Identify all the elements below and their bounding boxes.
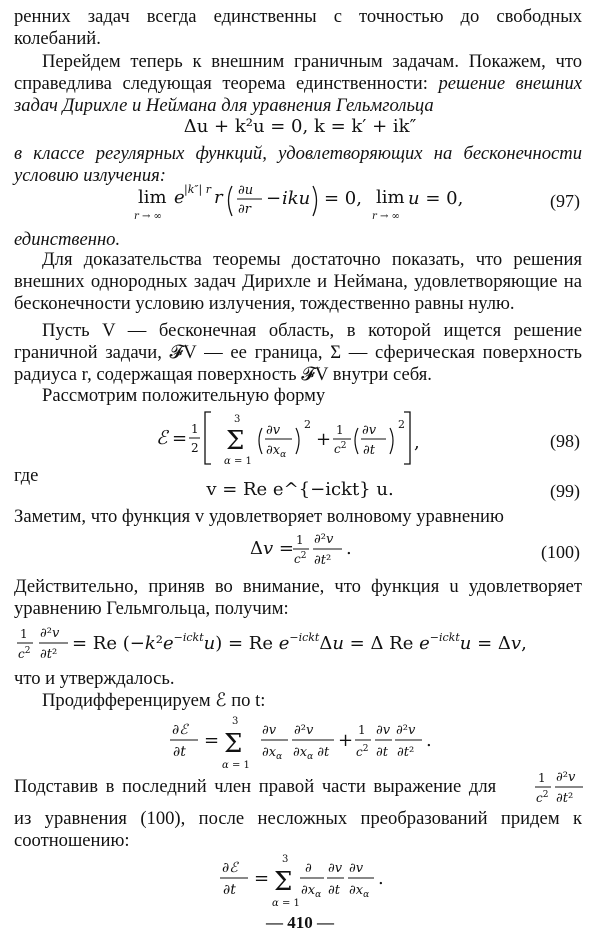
svg-text:3: 3 (234, 414, 241, 425)
svg-text:3: 3 (282, 854, 289, 865)
paragraph-theorem-intro (14, 51, 582, 117)
equation-number-100: (100) (541, 542, 580, 562)
svg-text:=: = (204, 730, 220, 751)
svg-text:α = 1: α = 1 (272, 898, 300, 908)
svg-text:∂t: ∂t (363, 443, 375, 458)
svg-text:1: 1 (336, 423, 344, 437)
svg-text:∂v: ∂v (349, 861, 364, 876)
paragraph-domain-definition: Пусть V — бесконечная область, в которой ищется решение граничной задачи, 𝓕V — ее граница, Σ — сферическая поверхность радиуса r, содержащая поверхность 𝓕V внутри себя. (14, 320, 582, 385)
paragraph-qed: что и утверждалось. (14, 668, 175, 689)
svg-text:∂xα: $\partial x_\alpha$ (262, 745, 283, 762)
equation-energy-form (0, 406, 600, 468)
svg-text:Δv =: Δv = (250, 538, 294, 559)
equation-v-definition: v = Re e^{−ickt} u. (206, 479, 394, 500)
substitute-text: Подставив в последний член правой части выражение для (14, 776, 497, 797)
svg-text:c2: $c^2$ (356, 744, 369, 759)
svg-text:∂v: ∂v (362, 423, 377, 438)
svg-text:+: + (316, 429, 332, 450)
svg-text:1: 1 (296, 533, 304, 547)
paragraph-relation: из уравнения (100), после несложных преобразований придем к соотношению: (14, 808, 582, 851)
svg-text:∂t²: ∂t² (314, 553, 332, 568)
svg-text:∂xα ∂t: $\partial x_\alpha$ ∂t (293, 745, 330, 762)
paragraph-substitute (14, 776, 582, 798)
svg-text:1: 1 (358, 723, 366, 737)
svg-text:e: e (174, 187, 185, 208)
svg-text:c2: $c^2$ (536, 790, 549, 805)
svg-text:∂xα: $\partial x_\alpha$ (301, 883, 322, 900)
svg-text:c2: $c^2$ (18, 646, 31, 661)
svg-text:|k″| r: |k″| r (184, 183, 211, 196)
svg-text:∂t²: ∂t² (556, 791, 574, 806)
svg-text:lim: lim (138, 187, 167, 208)
equation-number-99: (99) (550, 481, 580, 501)
svg-text:∂v: ∂v (266, 423, 281, 438)
svg-text:∂v: ∂v (328, 861, 343, 876)
svg-text:=: = (254, 868, 270, 889)
equation-radiation-condition (0, 178, 600, 224)
svg-text:∂t: ∂t (376, 745, 388, 760)
equation-helmholtz: Δu + k²u = 0, k = k′ + ik″ (183, 116, 417, 137)
paragraph-where: где (14, 465, 39, 486)
svg-text:∂t²: ∂t² (397, 745, 415, 760)
equation-number-97: (97) (550, 191, 580, 211)
paragraph-wave-equation: Заметим, что функция v удовлетворяет волновому уравнению (14, 506, 504, 527)
svg-text:−: − (266, 188, 282, 209)
paragraph-differentiate: Продифференцируем ℰ по t: (42, 690, 266, 711)
paragraph-proof-wave: Действительно, приняв во внимание, что функция u удовлетворяет уравнению Гельмгольца, получим: (14, 576, 582, 619)
svg-text:∂t: ∂t (223, 882, 236, 898)
svg-text:∂: ∂ (305, 861, 312, 876)
svg-text:1: 1 (538, 771, 546, 785)
paragraph-positive-form: Рассмотрим положительную форму (42, 385, 326, 406)
svg-text:∂t: ∂t (173, 744, 186, 760)
svg-text:r → ∞: r → ∞ (134, 211, 162, 222)
svg-text:∂xα: $\partial x_\alpha$ (349, 883, 370, 900)
equation-energy-derivative (0, 712, 600, 770)
svg-text:Σ: Σ (274, 867, 293, 897)
equation-energy-flux (0, 850, 600, 908)
equation-number-98: (98) (550, 431, 580, 451)
theorem-intro-text: Перейдем теперь к внешним граничным задачам. Покажем, что справедлива следующая теорема единственности: (14, 51, 582, 94)
svg-text:∂v: ∂v (376, 723, 391, 738)
svg-text:+: + (338, 730, 354, 751)
svg-text:∂r: ∂r (238, 202, 251, 217)
svg-text:∂²v: ∂²v (294, 723, 314, 738)
svg-text:1: 1 (191, 422, 199, 436)
svg-text:∂v: ∂v (262, 723, 277, 738)
svg-text:∂t²: ∂t² (40, 647, 58, 662)
svg-text:α = 1: α = 1 (224, 456, 252, 467)
svg-text:3: 3 (232, 716, 239, 727)
svg-text:Σ: Σ (224, 729, 243, 759)
svg-text:∂ℰ: ∂ℰ (172, 722, 188, 738)
svg-text:ℰ: ℰ (156, 427, 168, 449)
theorem-statement-start: решение внешних задач Дирихле и Неймана для уравнения Гельмгольца (14, 73, 582, 116)
svg-text:= Re (−k²e−icktu) = Re e−icktΔ: = Re $(-k^2e^{-ickt}u) = Re$ $e^{-ickt}\Delta u = \Delta$ Re $e^{-ickt}u = \Delta v$, (72, 631, 527, 654)
svg-text:=: = (172, 428, 188, 449)
theorem-statement-middle: в классе регулярных функций, удовлетворяющих на бесконечности условию излучения: (14, 143, 582, 186)
svg-text:2: 2 (398, 418, 405, 431)
svg-text:∂xα: $\partial x_\alpha$ (266, 443, 287, 460)
paragraph-continuation: ренних задач всегда единственны с точностью до свободных колебаний. (14, 6, 582, 49)
svg-text:2: 2 (304, 418, 311, 431)
paragraph-proof-idea: Для доказательства теоремы достаточно показать, что решения внешних однородных задач Дирихле и Неймана, удовлетворяющие на бесконечности условию излучения, тождественно равны нулю. (14, 249, 582, 314)
svg-text:∂²v: ∂²v (40, 626, 60, 641)
svg-text:∂²v: ∂²v (556, 770, 576, 785)
svg-text:1: 1 (20, 627, 28, 641)
equation-derivation (0, 620, 600, 666)
svg-text:∂t: ∂t (328, 883, 340, 898)
svg-text:2: 2 (191, 441, 199, 455)
svg-text:α = 1: α = 1 (222, 760, 250, 770)
inline-fraction-wave (534, 766, 594, 808)
svg-text:∂u: ∂u (238, 183, 254, 198)
svg-text:lim: lim (376, 187, 405, 208)
svg-text:c2: $c^2$ (334, 441, 347, 456)
theorem-statement-end: единственно. (14, 229, 121, 250)
svg-text:.: . (378, 868, 384, 889)
svg-text:Σ: Σ (226, 426, 245, 456)
svg-text:r: r (214, 187, 223, 208)
svg-text:.: . (346, 538, 352, 559)
svg-text:∂²v: ∂²v (314, 532, 334, 547)
svg-text:c2: $c^2$ (294, 551, 307, 566)
svg-text:r → ∞: r → ∞ (372, 211, 400, 222)
svg-text:iku: iku (282, 188, 311, 209)
svg-text:∂²v: ∂²v (396, 723, 416, 738)
svg-text:u = 0,: u = 0, (408, 188, 464, 209)
svg-text:= 0,: = 0, (324, 188, 362, 209)
svg-text:.: . (426, 730, 432, 751)
svg-text:,: , (414, 432, 420, 453)
equation-wave (0, 526, 600, 570)
svg-text:∂ℰ: ∂ℰ (222, 860, 238, 876)
page-number: — 410 — (266, 913, 334, 932)
